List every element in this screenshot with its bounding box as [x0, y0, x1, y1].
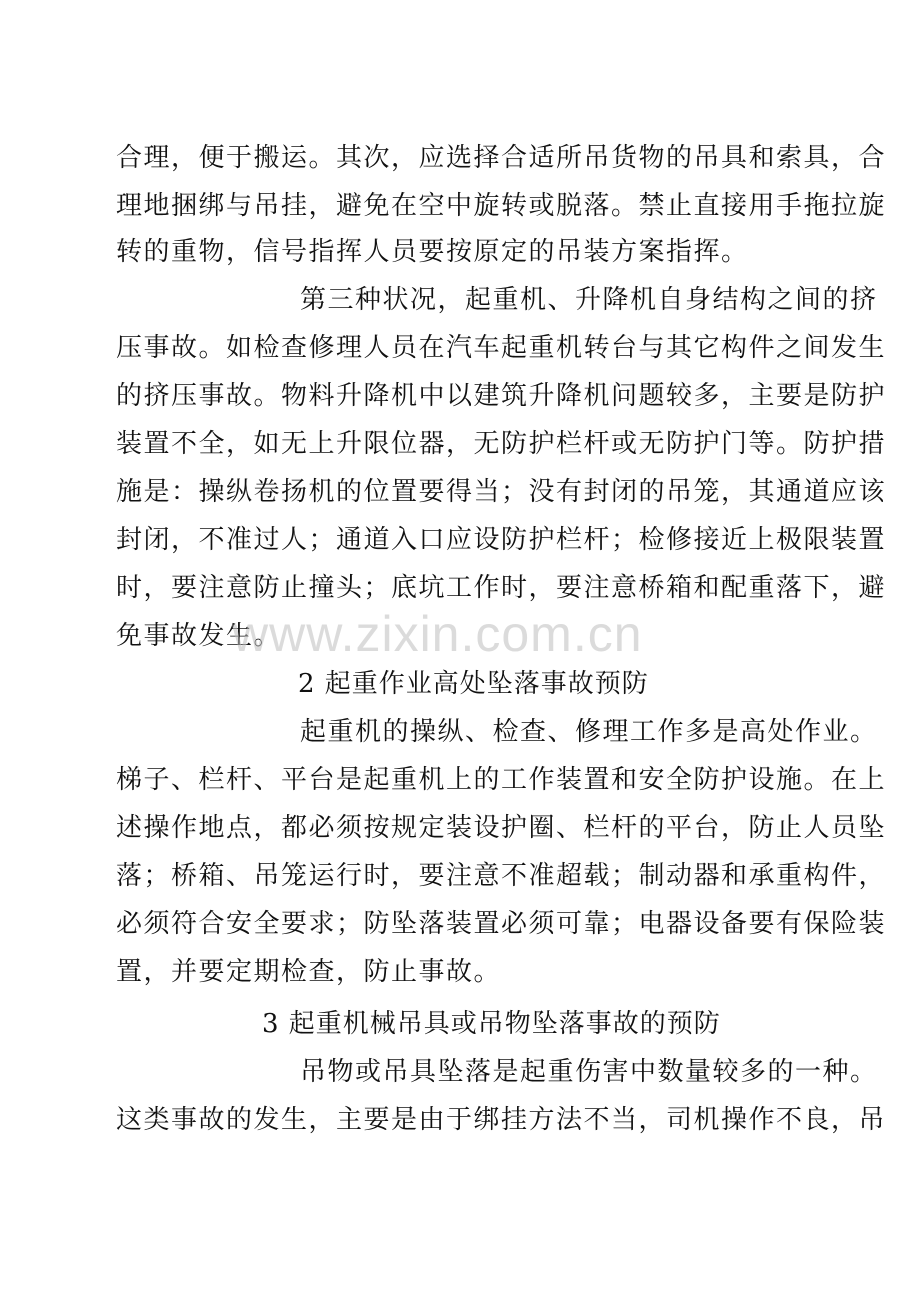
paragraph-line: 免事故发生。	[116, 621, 282, 651]
paragraph-line: 时，要注意防止撞头；底坑工作时，要注意桥箱和配重落下，避	[116, 573, 887, 603]
section-heading: 3 起重机械吊具或吊物坠落事故的预防	[262, 1009, 721, 1039]
paragraph-line: 梯子、栏杆、平台是起重机上的工作装置和安全防护设施。在上	[116, 765, 887, 795]
paragraph-line: 起重机的操纵、检查、修理工作多是高处作业。	[300, 717, 878, 747]
paragraph-line: 必须符合安全要求；防坠落装置必须可靠；电器设备要有保险装	[116, 909, 887, 939]
paragraph-line: 压事故。如检查修理人员在汽车起重机转台与其它构件之间发生	[116, 333, 887, 363]
paragraph-line: 吊物或吊具坠落是起重伤害中数量较多的一种。	[300, 1057, 878, 1087]
paragraph-line: 第三种状况，起重机、升降机自身结构之间的挤	[300, 285, 878, 315]
paragraph-line: 施是：操纵卷扬机的位置要得当；没有封闭的吊笼，其通道应该	[116, 477, 887, 507]
paragraph-line: 合理，便于搬运。其次，应选择合适所吊货物的吊具和索具，合	[116, 143, 887, 173]
paragraph-line: 置，并要定期检查，防止事故。	[116, 957, 502, 987]
paragraph-line: 这类事故的发生，主要是由于绑挂方法不当，司机操作不良，吊	[116, 1105, 887, 1135]
paragraph-line: 的挤压事故。物料升降机中以建筑升降机问题较多，主要是防护	[116, 381, 887, 411]
paragraph-line: 理地捆绑与吊挂，避免在空中旋转或脱落。禁止直接用手拖拉旋	[116, 191, 887, 221]
paragraph-line: 转的重物，信号指挥人员要按原定的吊装方案指挥。	[116, 237, 749, 267]
section-heading: 2 起重作业高处坠落事故预防	[298, 669, 649, 699]
watermark: www.zixin.com.cn	[232, 606, 643, 662]
paragraph-line: 装置不全，如无上升限位器，无防护栏杆或无防护门等。防护措	[116, 429, 887, 459]
paragraph-line: 封闭，不准过人；通道入口应设防护栏杆；检修接近上极限装置	[116, 525, 887, 555]
paragraph-line: 述操作地点，都必须按规定装设护圈、栏杆的平台，防止人员坠	[116, 813, 887, 843]
paragraph-line: 落；桥箱、吊笼运行时，要注意不准超载；制动器和承重构件，	[116, 861, 887, 891]
